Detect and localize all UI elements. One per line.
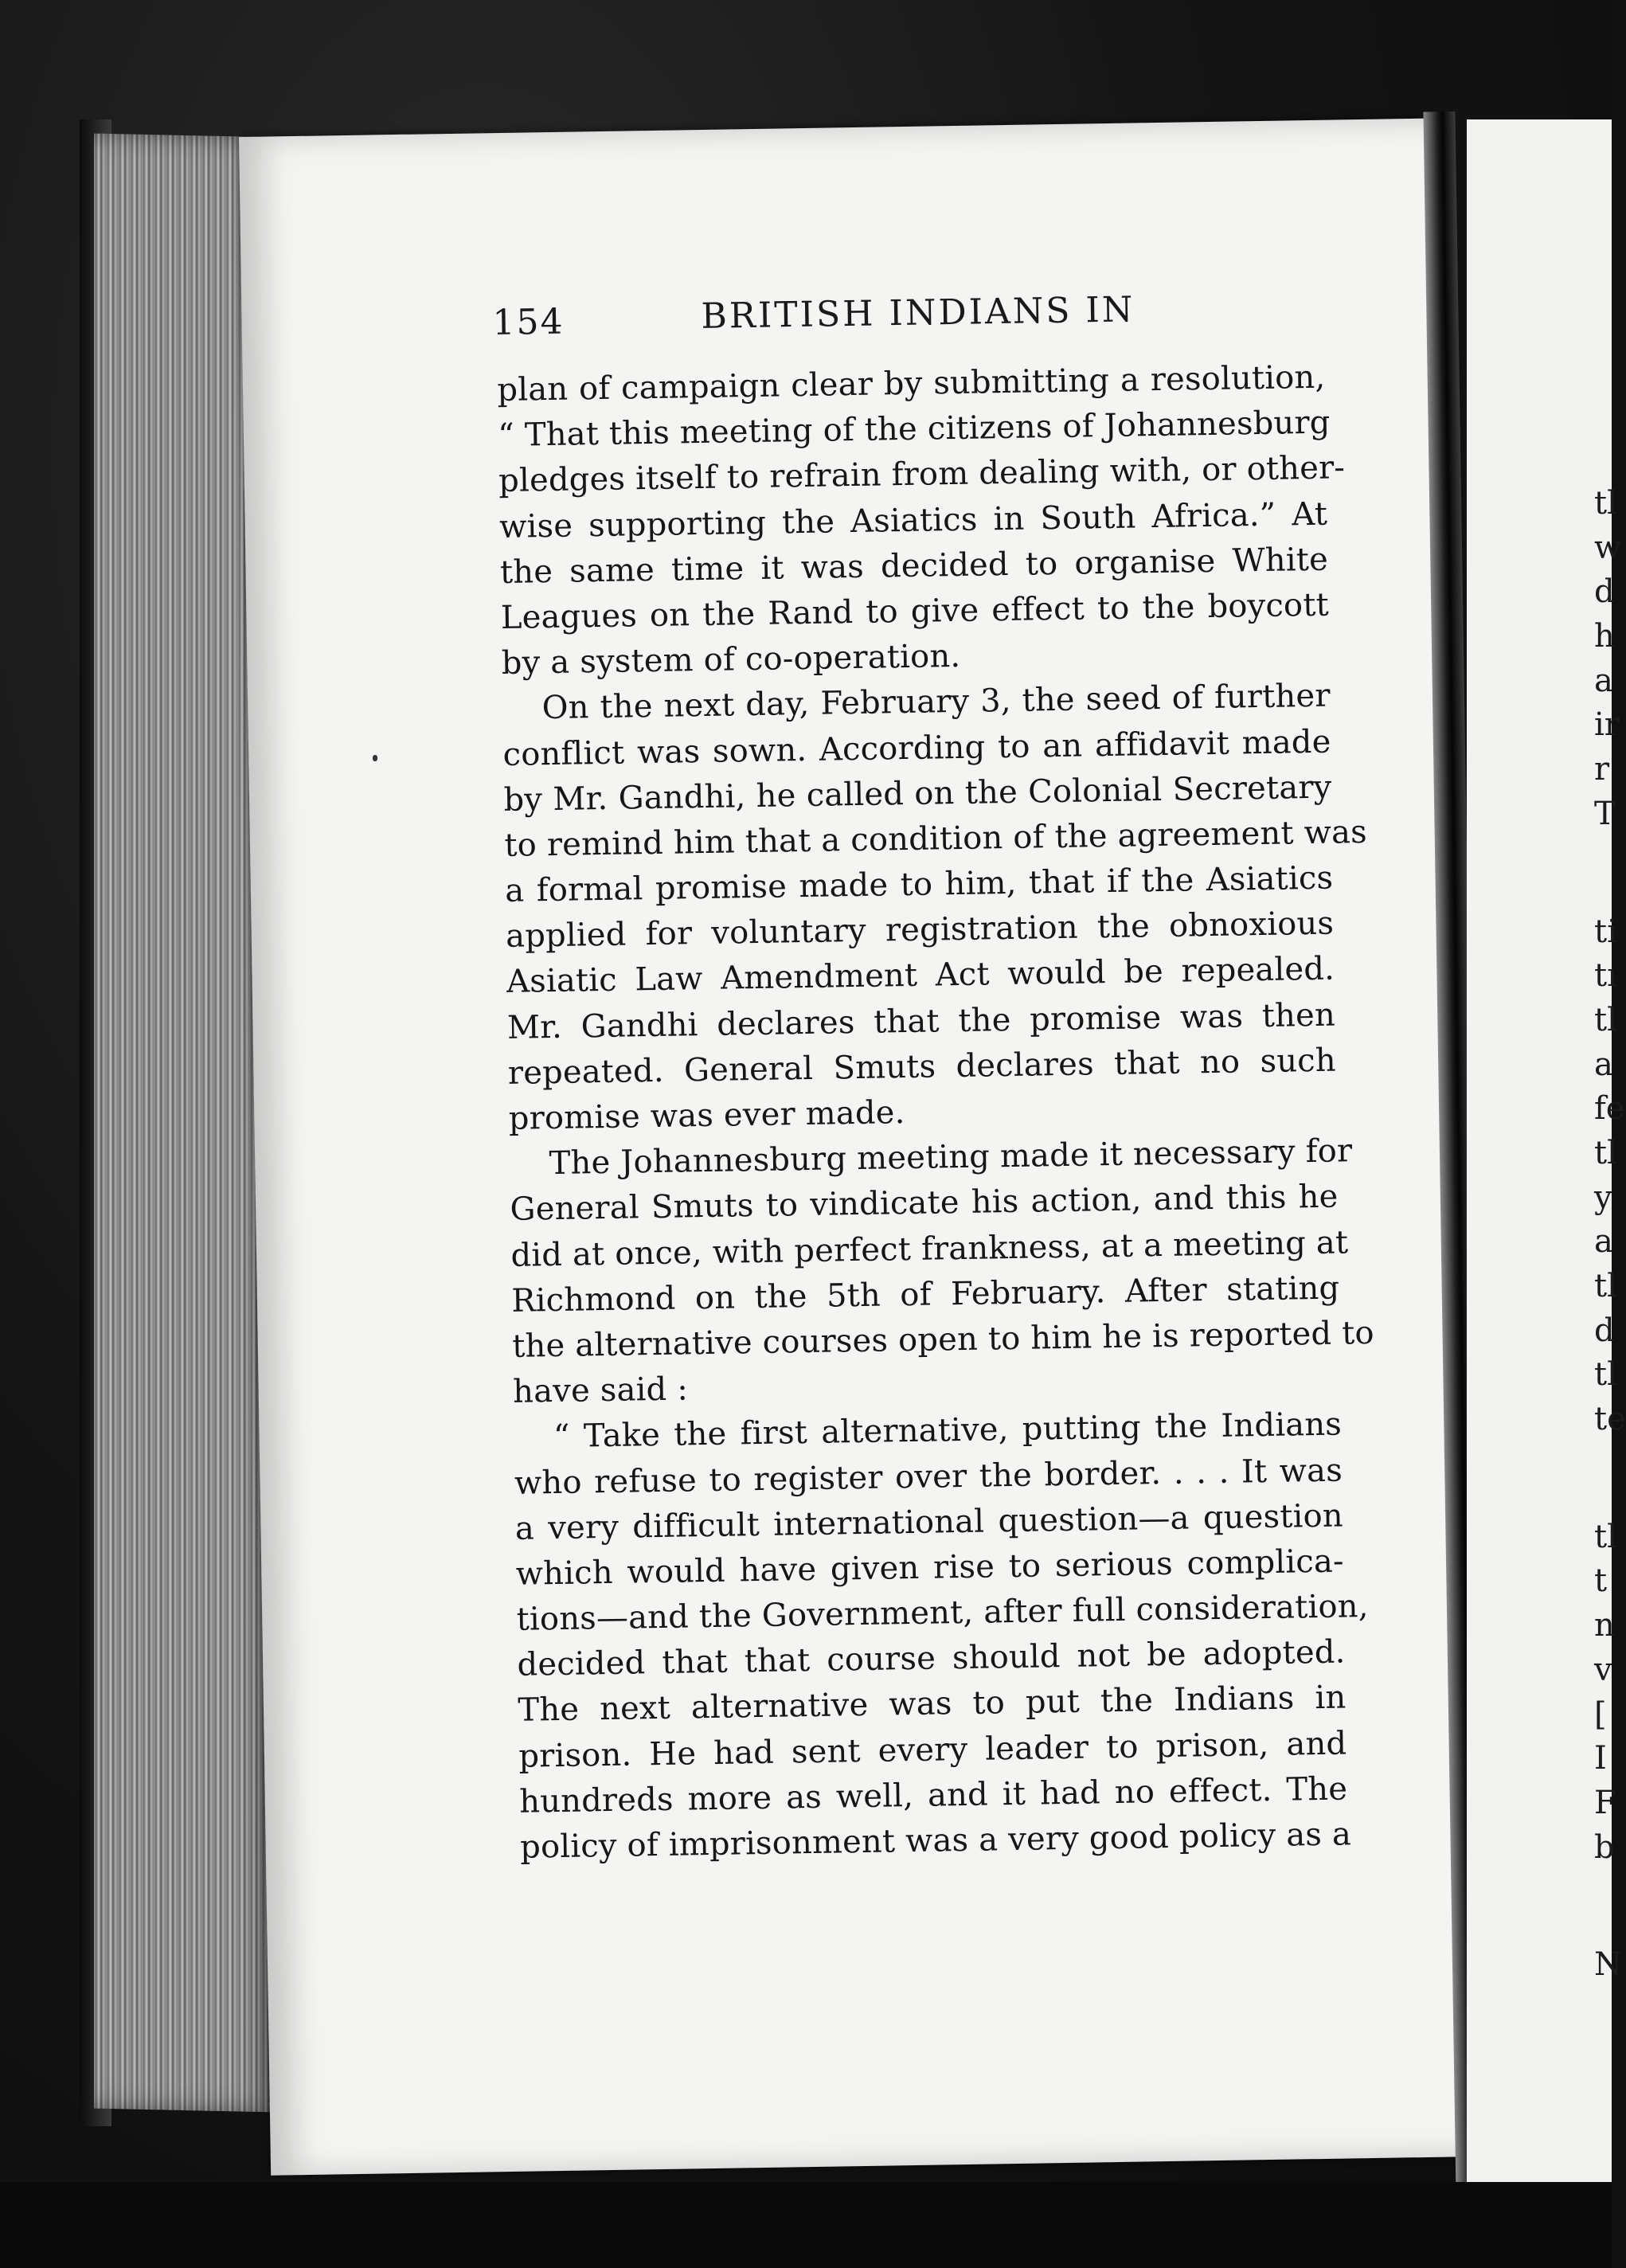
text-line: Richmond on the 5th of February. After stating [511,1269,1340,1320]
text-line: repeated. General Smuts declares that no such [507,1042,1337,1092]
running-head-title: BRITISH INDIANS IN [701,289,1135,337]
text-line: plan of campaign clear by submitting a resolution, [497,358,1326,409]
text-line: which would have given rise to serious complica- [515,1543,1345,1593]
facing-page-fragment: t [1594,1562,1608,1600]
facing-page-fragment: n [1594,1607,1615,1644]
text-line: the same time it was decided to organise White [499,541,1329,591]
text-line: did at once, with perfect frankness, at a meeting at [510,1223,1349,1274]
facing-page-fragment: tl [1594,485,1617,522]
body-text [497,355,1375,1871]
facing-page-fragment: d [1594,573,1615,611]
facing-page-text-fragments [1594,482,1626,1988]
text-line: have said : [512,1371,689,1410]
facing-page-fragment: a [1594,1223,1613,1261]
paragraph-gap [1594,837,1626,910]
facing-page-fragment: tl [1594,1518,1617,1555]
facing-page-fragment: N [1594,1946,1622,1984]
facing-page-fragment: a [1594,1046,1613,1083]
facing-page-fragment: d [1594,1312,1615,1349]
text-line: tions—and the Government, after full consideration, [516,1588,1369,1638]
text-line: promise was ever made. [508,1094,905,1137]
text-line: wise supporting the Asiatics in South Africa.” At [498,495,1328,545]
text-line: decided that that course should not be adopted. [517,1633,1346,1684]
text-line: applied for voluntary registration the obnoxious [505,905,1335,956]
paragraph-gap [1594,1870,1626,1943]
text-line: The Johannesburg meeting made it necessary for [549,1132,1353,1183]
text-line: the alternative courses open to him he is reported to [511,1314,1375,1365]
facing-page-fragment: te [1594,1401,1626,1438]
facing-page-fragment: r [1594,751,1610,788]
facing-page-fragment: tl [1594,1356,1617,1394]
facing-page-fragment: fe [1594,1090,1625,1128]
facing-page-fragment: w [1594,529,1622,566]
book-page-right-partial [1467,119,1626,2206]
text-line: General Smuts to vindicate his action, and this he [510,1178,1339,1229]
facing-page-fragment: I [1594,1740,1607,1777]
text-line: a very difficult international question—a question [514,1497,1344,1547]
text-line: policy of imprisonment was a very good policy as a [519,1816,1352,1866]
facing-page-fragment: F [1594,1784,1616,1821]
text-line: pledges itself to refrain from dealing with, or other- [498,449,1346,500]
facing-page-fragment: T [1594,795,1616,832]
text-line: prison. He had sent every leader to prison, and [518,1725,1347,1775]
text-line: Leagues on the Rand to give effect to the boycott [500,586,1330,636]
facing-page-fragment: tı [1594,957,1617,995]
paragraph-gap [1594,1442,1626,1515]
text-line: On the next day, February 3, the seed of further [541,677,1331,727]
text-line: hundreds more as well, and it had no effect. The [518,1770,1348,1820]
page-number: 154 [492,301,565,343]
facing-page-fragment: y [1594,1179,1612,1216]
text-line: Mr. Gandhi declares that the promise was then [506,996,1336,1046]
text-line: by Mr. Gandhi, he called on the Colonial Secretary [503,768,1332,819]
text-line: to remind him that a condition of the agreement was [504,813,1368,864]
bottom-shadow [0,2182,1612,2268]
text-line: a formal promise made to him, that if the Asiatics [504,859,1334,909]
text-line: “ That this meeting of the citizens of Johannesburg [497,404,1331,455]
text-line: conflict was sown. According to an affidavit made [502,723,1331,773]
text-line: The next alternative was to put the Indians in [518,1679,1347,1730]
text-line: Asiatic Law Amendment Act would be repealed. [506,951,1335,1001]
facing-page-fragment: tl [1594,1134,1617,1171]
facing-page-fragment: tl [1594,1001,1617,1038]
facing-page-fragment: b [1594,1828,1615,1866]
facing-page-fragment: ti [1594,913,1617,950]
text-line: by a system of co-operation. [501,638,961,682]
facing-page-fragment: ir [1594,706,1620,744]
facing-page-fragment: [ [1594,1695,1607,1733]
facing-page-fragment: a [1594,662,1613,699]
facing-page-fragment: tl [1594,1268,1617,1304]
text-line: who refuse to register over the border. . . . It was [514,1451,1343,1502]
facing-page-fragment: h [1594,618,1615,655]
stray-ink-mark [373,755,377,761]
facing-page-fragment: v [1594,1651,1612,1688]
text-line: “ Take the first alternative, putting the Indians [553,1406,1343,1456]
